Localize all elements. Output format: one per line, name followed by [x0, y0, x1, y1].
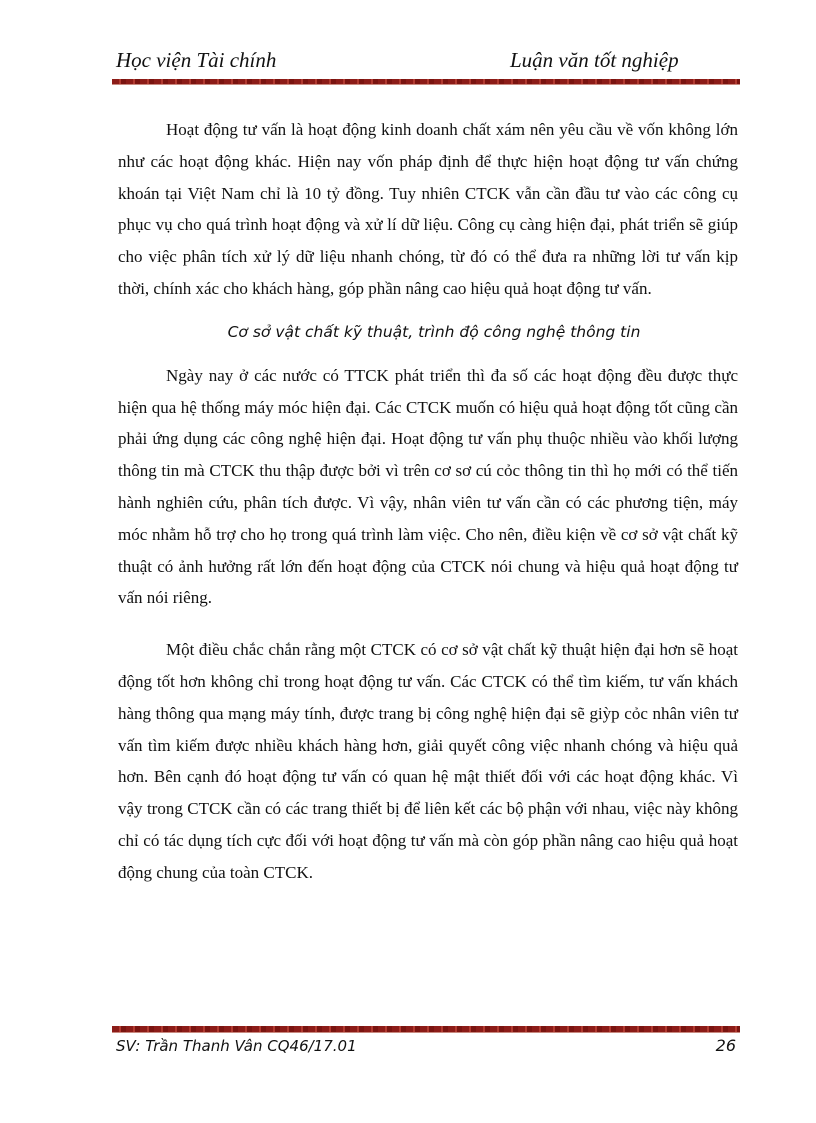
page-body [118, 114, 738, 889]
paragraph-1: Hoạt động tư vấn là hoạt động kinh doanh chất xám nên yêu cầu về vốn không lớn như các hoạt động khác. Hiện nay vốn pháp định để thực hiện hoạt động tư vấn chứng khoán tại Việt Nam chỉ là 10 tỷ đồng. Tuy nhiên CTCK vẫn cần đầu tư vào các công cụ phục vụ cho quá trình hoạt động và xử lí dữ liệu. Công cụ càng hiện đại, phát triển sẽ giúp cho việc phân tích xử lý dữ liệu nhanh chóng, từ đó có thể đưa ra những lời tư vấn kịp thời, chính xác cho khách hàng, góp phần nâng cao hiệu quả hoạt động tư vấn. [118, 120, 738, 298]
paragraph-3: Một điều chắc chắn rằng một CTCK có cơ sở vật chất kỹ thuật hiện đại hơn sẽ hoạt động tốt hơn không chỉ trong hoạt động tư vấn. Các CTCK có thể tìm kiếm, tư vấn khách hàng thông qua mạng máy tính, được trang bị công nghệ hiện đại sẽ giỳp cỏc nhân viên tư vấn tìm kiếm được nhiều khách hàng hơn, giải quyết công việc nhanh chóng và hiệu quả hơn. Bên cạnh đó hoạt động tư vấn có quan hệ mật thiết đối với các hoạt động khác. Vì vậy trong CTCK cần có các trang thiết bị để liên kết các bộ phận với nhau, việc này không chỉ có tác dụng tích cực đối với hoạt động tư vấn mà còn góp phần nâng cao hiệu quả hoạt động chung của toàn CTCK. [118, 640, 738, 882]
section-title: Cơ sở vật chất kỹ thuật, trình độ công nghệ thông tin [227, 322, 641, 341]
header-document-type: Luận văn tốt nghiệp [510, 48, 679, 72]
paragraph-2: Ngày nay ở các nước có TTCK phát triển thì đa số các hoạt động đều được thực hiện qua hệ thống máy móc hiện đại. Các CTCK muốn có hiệu quả hoạt động tốt cũng cần phải ứng dụng các công nghệ hiện đại. Hoạt động tư vấn phụ thuộc nhiều vào khối lượng thông tin mà CTCK thu thập được bởi vì trên cơ sơ cú cỏc thông tin thì họ mới có thể tiến hành nghiên cứu, phân tích được. Vì vậy, nhân viên tư vấn cần có các phương tiện, máy móc nhằm hỗ trợ cho họ trong quá trình làm việc. Cho nên, điều kiện về cơ sở vật chất kỹ thuật có ảnh hưởng rất lớn đến hoạt động của CTCK nói chung và hiệu quả hoạt động tư vấn nói riêng. [118, 365, 738, 608]
page-number: 26 [715, 1036, 736, 1055]
page-header [112, 46, 742, 76]
page-footer [112, 1034, 740, 1062]
footer-author: SV: Trần Thanh Vân CQ46/17.01 [116, 1037, 357, 1055]
header-institution: Học viện Tài chính [116, 48, 277, 72]
footer-rule [112, 1026, 740, 1032]
header-rule [112, 79, 740, 84]
